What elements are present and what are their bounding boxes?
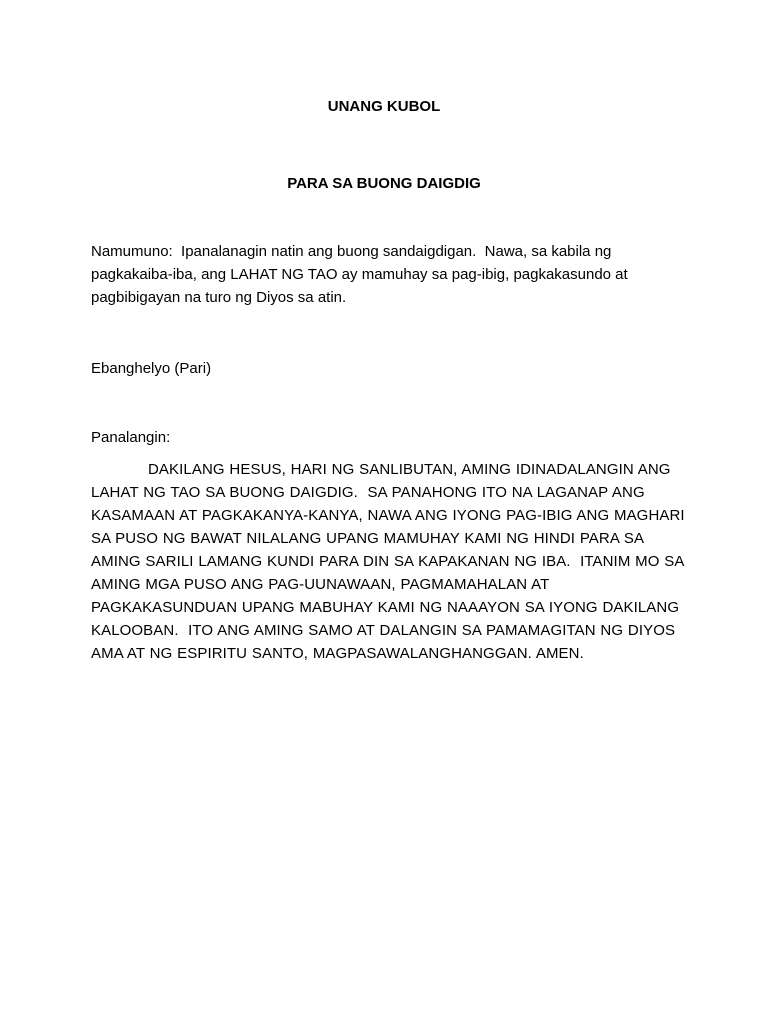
intro-text: Ipanalanagin natin ang buong sandaigdigan. Nawa, sa kabila ng pagkakaiba-iba, ang LAHAT NG TAO ay mamuhay sa pag-ibig, pagkakasundo at pagbibigayan na turo ng Diyos sa atin. [91, 243, 632, 306]
prayer-label: Panalangin: [91, 429, 171, 446]
page-subtitle: PARA SA BUONG DAIGDIG [287, 175, 481, 192]
page-title: UNANG KUBOL [327, 98, 441, 115]
gospel-line: Ebanghelyo (Pari) [91, 360, 212, 377]
intro-label: Namumuno: [91, 243, 173, 260]
prayer-body: DAKILANG HESUS, HARI NG SANLIBUTAN, AMING IDINADALANGIN ANG LAHAT NG TAO SA BUONG DAIGDIG. SA PANAHONG ITO NA LAGANAP ANG KASAMAAN AT PAGKAKANYA-KANYA, NAWA ANG IYONG PAG-IBIG ANG MAGHARI SA PUSO NG BAWAT NILALANG UPANG MAMUHAY KAMI NG HINDI PARA SA AMING SARILI LAMANG KUNDI PARA DIN SA KAPAKANAN NG IBA. ITANIM MO SA AMING MGA PUSO ANG PAG-UUNAWAAN, PAGMAMAHALAN AT PAGKAKASUNDUAN UPANG MABUHAY KAMI NG NAAAYON SA IYONG DAKILANG KALOOBAN. ITO ANG AMING SAMO AT DALANGIN SA PAMAMAGITAN NG DIYOS AMA AT NG ESPIRITU SANTO, MAGPASAWALANGHANGGAN. AMEN. [91, 461, 690, 662]
intro-paragraph [91, 240, 691, 309]
